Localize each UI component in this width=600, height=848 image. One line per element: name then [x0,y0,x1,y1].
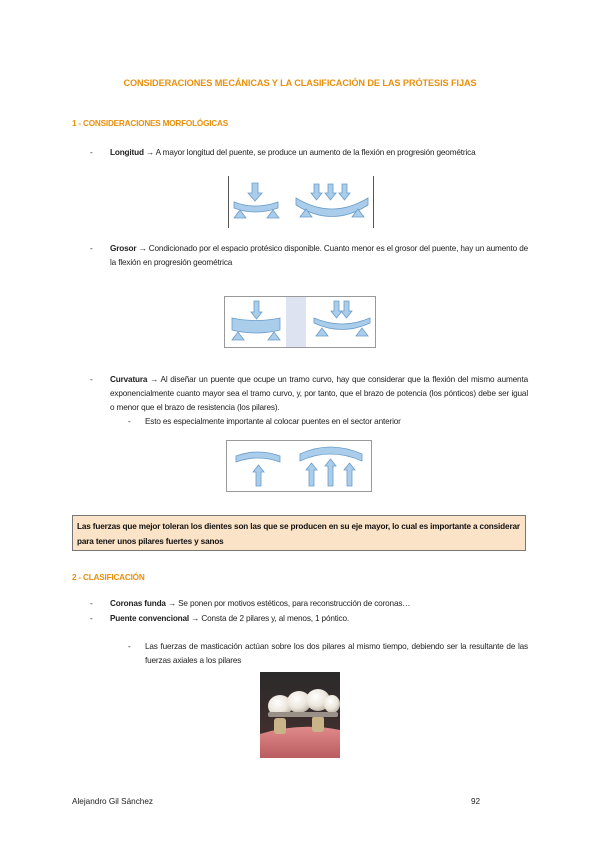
item-grosor [110,242,528,270]
arrow: → [145,148,154,157]
bullet-dash: - [90,148,93,157]
section-heading-morphological: 1 - CONSIDERACIONES MORFOLÓGICAS [72,119,228,128]
section-heading-classification: 2 - CLASIFICACIÓN [72,573,145,582]
sub-bullet-dash: - [128,642,131,651]
figure-length-beams [228,176,374,228]
figure-curvature-beams [226,440,372,492]
bullet-dash: - [90,375,93,384]
item-coronas-funda [110,597,528,611]
sub-text-forces: Las fuerzas de masticación actúan sobre los dos pilares al mismo tiempo, debiendo ser la resultante de las fuerzas axiales a los pilares [145,642,528,665]
highlight-box: Las fuerzas que mejor toleran los dientes son las que se producen en su eje mayor, lo cual es importante a considerar para tener unos pilares fuertes y sanos [72,515,526,551]
text-longitud: A mayor longitud del puente, se produce un aumento de la flexión en progresión geométrica [155,148,476,157]
arrow: → [150,375,159,384]
footer-author: Alejandro Gil Sánchez [72,797,154,806]
short-beam-diagram [234,183,279,218]
arrow: → [138,244,147,253]
term-grosor: Grosor [110,244,137,253]
item-longitud [110,146,528,160]
item-curvatura [110,373,528,415]
text-puente-convencional: Consta de 2 pilares y, al menos, 1 póntico. [201,614,350,623]
page-title: CONSIDERACIONES MECÁNICAS Y LA CLASIFICACIÓN DE LAS PRÓTESIS FIJAS [123,78,477,88]
text-coronas-funda: Se ponen por motivos estéticos, para reconstrucción de coronas… [178,599,411,608]
item-puente-convencional [110,612,528,626]
term-curvatura: Curvatura [110,375,148,384]
term-coronas-funda: Coronas funda [110,599,166,608]
bullet-dash: - [90,614,93,623]
long-beam-diagram [296,184,368,217]
bullet-dash: - [90,599,93,608]
text-curvatura: Al diseñar un puente que ocupe un tramo curvo, hay que considerar que la flexión del mismo aumenta exponencialmente cuanto mayor sea el tramo curvo, y, por tanto, que el brazo de potencia (los pónticos) debe ser igual o menor que el brazo de resistencia (los pilares). [110,375,528,412]
sub-text-anterior: Esto es especialmente importante al colocar puentes en el sector anterior [145,417,401,426]
text-grosor: Condicionado por el espacio protésico disponible. Cuanto menor es el grosor del puente, hay un aumento de la flexión en progresión geométrica [110,244,529,267]
dental-bridge-photo [260,672,340,758]
bullet-dash: - [90,244,93,253]
term-longitud: Longitud [110,148,144,157]
arrow: → [191,614,200,623]
term-puente-convencional: Puente convencional [110,614,190,623]
footer-page-number: 92 [471,797,481,806]
arrow: → [167,599,176,608]
sub-bullet-dash: - [128,417,131,426]
figure-thickness-beams [224,296,376,348]
